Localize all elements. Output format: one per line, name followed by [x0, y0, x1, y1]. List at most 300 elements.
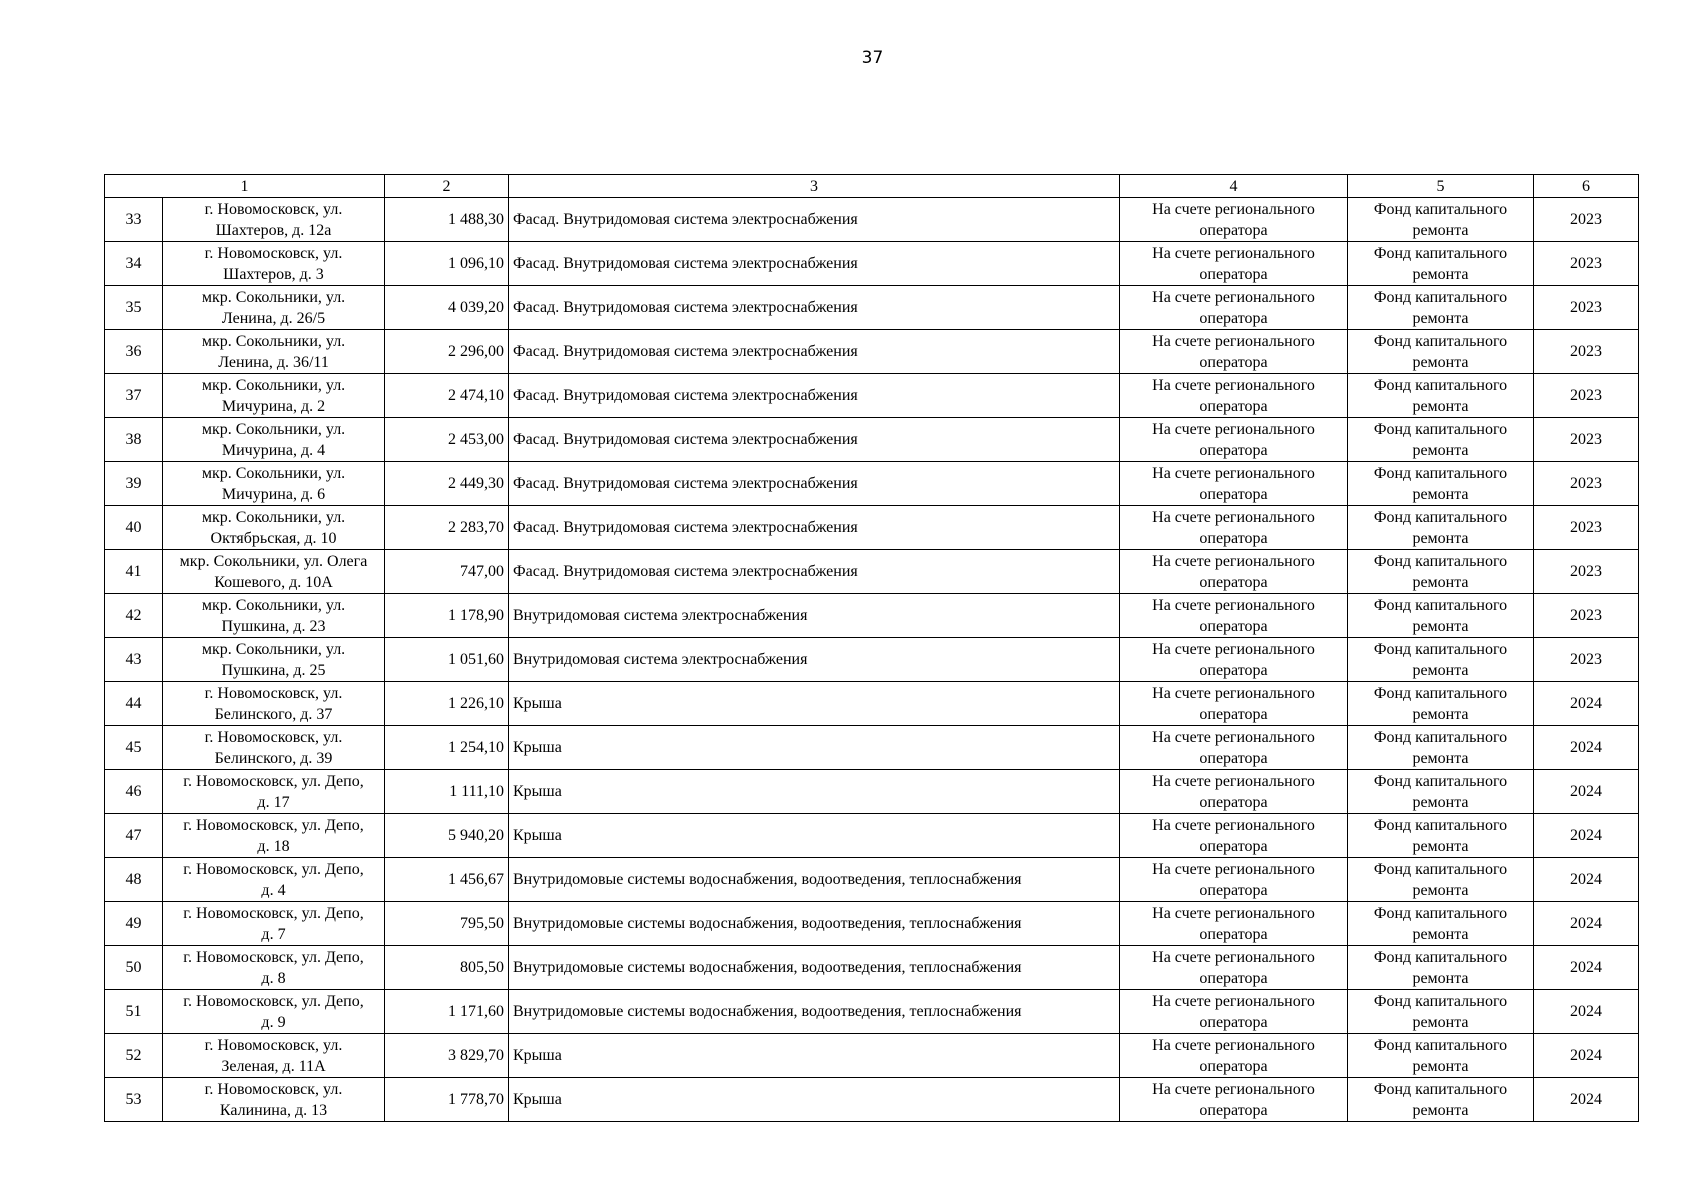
funding-source-line-2: ремонта: [1412, 749, 1469, 767]
row-number-cell: 35: [105, 286, 163, 330]
funding-source-line-1: Фонд капитального: [1373, 772, 1508, 790]
row-number-cell: 46: [105, 770, 163, 814]
year-cell: 2023: [1534, 286, 1639, 330]
column-number-6: 6: [1534, 175, 1639, 198]
funding-source-cell: [1348, 858, 1534, 902]
work-type-cell: Внутридомовые системы водоснабжения, водоотведения, теплоснабжения: [509, 946, 1120, 990]
account-method-line-1: На счете регионального: [1152, 244, 1315, 262]
account-method-line-1: На счете регионального: [1152, 508, 1315, 526]
account-method-line-2: оператора: [1199, 265, 1268, 283]
area-cell: 1 456,67: [385, 858, 509, 902]
funding-source-line-2: ремонта: [1412, 529, 1469, 547]
funding-source-line-2: ремонта: [1412, 793, 1469, 811]
account-method-cell: [1120, 462, 1348, 506]
year-cell: 2023: [1534, 550, 1639, 594]
row-number-cell: 37: [105, 374, 163, 418]
row-number-cell: 48: [105, 858, 163, 902]
account-method-line-2: оператора: [1199, 397, 1268, 415]
address-cell: [163, 462, 385, 506]
address-line-2: Мичурина, д. 4: [221, 441, 326, 459]
column-number-row: [105, 175, 1639, 198]
row-number-cell: 51: [105, 990, 163, 1034]
table-row: [105, 1034, 1639, 1078]
address-line-2: д. 17: [257, 793, 290, 811]
year-cell: 2024: [1534, 902, 1639, 946]
account-method-line-1: На счете регионального: [1152, 904, 1315, 922]
column-number-4: 4: [1120, 175, 1348, 198]
table-row: [105, 638, 1639, 682]
address-line-1: г. Новомосковск, ул. Депо,: [183, 904, 364, 922]
address-line-2: Пушкина, д. 25: [221, 661, 326, 679]
area-cell: 1 171,60: [385, 990, 509, 1034]
address-line-2: д. 8: [261, 969, 286, 987]
address-line-2: Шахтеров, д. 3: [223, 265, 324, 283]
work-type-cell: Фасад. Внутридомовая система электроснабжения: [509, 286, 1120, 330]
account-method-cell: [1120, 1078, 1348, 1122]
account-method-cell: [1120, 726, 1348, 770]
row-number-cell: 40: [105, 506, 163, 550]
work-type-cell: Фасад. Внутридомовая система электроснабжения: [509, 506, 1120, 550]
year-cell: 2023: [1534, 418, 1639, 462]
funding-source-cell: [1348, 550, 1534, 594]
table-row: [105, 858, 1639, 902]
account-method-line-2: оператора: [1199, 925, 1268, 943]
area-cell: 1 051,60: [385, 638, 509, 682]
account-method-line-2: оператора: [1199, 1013, 1268, 1031]
funding-source-cell: [1348, 682, 1534, 726]
funding-source-line-2: ремонта: [1412, 353, 1469, 371]
year-cell: 2024: [1534, 1034, 1639, 1078]
row-number-cell: 34: [105, 242, 163, 286]
account-method-line-2: оператора: [1199, 617, 1268, 635]
account-method-line-2: оператора: [1199, 573, 1268, 591]
funding-source-line-1: Фонд капитального: [1373, 244, 1508, 262]
area-cell: 1 778,70: [385, 1078, 509, 1122]
funding-source-line-1: Фонд капитального: [1373, 992, 1508, 1010]
address-line-1: мкр. Сокольники, ул.: [201, 640, 346, 658]
address-cell: [163, 990, 385, 1034]
account-method-line-1: На счете регионального: [1152, 684, 1315, 702]
table-row: [105, 814, 1639, 858]
funding-source-line-1: Фонд капитального: [1373, 332, 1508, 350]
account-method-cell: [1120, 374, 1348, 418]
row-number-cell: 36: [105, 330, 163, 374]
row-number-cell: 39: [105, 462, 163, 506]
work-type-cell: Фасад. Внутридомовая система электроснабжения: [509, 330, 1120, 374]
funding-source-line-2: ремонта: [1412, 1013, 1469, 1031]
year-cell: 2023: [1534, 594, 1639, 638]
account-method-line-1: На счете регионального: [1152, 200, 1315, 218]
address-cell: [163, 638, 385, 682]
year-cell: 2023: [1534, 374, 1639, 418]
area-cell: 795,50: [385, 902, 509, 946]
area-cell: 4 039,20: [385, 286, 509, 330]
work-type-cell: Крыша: [509, 814, 1120, 858]
address-line-2: д. 18: [257, 837, 290, 855]
funding-source-line-1: Фонд капитального: [1373, 596, 1508, 614]
row-number-cell: 38: [105, 418, 163, 462]
funding-source-cell: [1348, 594, 1534, 638]
year-cell: 2023: [1534, 462, 1639, 506]
table-row: [105, 286, 1639, 330]
account-method-line-2: оператора: [1199, 661, 1268, 679]
funding-source-line-2: ремонта: [1412, 441, 1469, 459]
year-cell: 2024: [1534, 858, 1639, 902]
funding-source-line-2: ремонта: [1412, 925, 1469, 943]
account-method-line-1: На счете регионального: [1152, 332, 1315, 350]
work-type-cell: Внутридомовая система электроснабжения: [509, 594, 1120, 638]
address-cell: [163, 1078, 385, 1122]
address-line-2: Кошевого, д. 10А: [214, 573, 333, 591]
area-cell: 747,00: [385, 550, 509, 594]
funding-source-line-2: ремонта: [1412, 661, 1469, 679]
year-cell: 2024: [1534, 946, 1639, 990]
table-row: [105, 682, 1639, 726]
row-number-cell: 49: [105, 902, 163, 946]
work-type-cell: Фасад. Внутридомовая система электроснабжения: [509, 418, 1120, 462]
address-line-2: Шахтеров, д. 12а: [215, 221, 332, 239]
funding-source-line-1: Фонд капитального: [1373, 376, 1508, 394]
account-method-line-2: оператора: [1199, 881, 1268, 899]
table-row: [105, 946, 1639, 990]
address-cell: [163, 1034, 385, 1078]
account-method-line-1: На счете регионального: [1152, 816, 1315, 834]
table-row: [105, 462, 1639, 506]
work-type-cell: Крыша: [509, 682, 1120, 726]
column-number-5: 5: [1348, 175, 1534, 198]
work-type-cell: Внутридомовые системы водоснабжения, водоотведения, теплоснабжения: [509, 990, 1120, 1034]
work-type-cell: Крыша: [509, 1078, 1120, 1122]
row-number-cell: 33: [105, 198, 163, 242]
table-row: [105, 770, 1639, 814]
row-number-cell: 44: [105, 682, 163, 726]
area-cell: 2 474,10: [385, 374, 509, 418]
area-cell: 5 940,20: [385, 814, 509, 858]
account-method-cell: [1120, 990, 1348, 1034]
row-number-cell: 41: [105, 550, 163, 594]
funding-source-cell: [1348, 462, 1534, 506]
account-method-line-2: оператора: [1199, 485, 1268, 503]
account-method-line-2: оператора: [1199, 793, 1268, 811]
address-line-1: г. Новомосковск, ул.: [204, 1080, 343, 1098]
address-cell: [163, 418, 385, 462]
funding-source-line-1: Фонд капитального: [1373, 728, 1508, 746]
account-method-line-2: оператора: [1199, 749, 1268, 767]
funding-source-cell: [1348, 946, 1534, 990]
funding-source-cell: [1348, 814, 1534, 858]
account-method-line-1: На счете регионального: [1152, 552, 1315, 570]
funding-source-cell: [1348, 902, 1534, 946]
funding-source-line-1: Фонд капитального: [1373, 860, 1508, 878]
account-method-line-1: На счете регионального: [1152, 860, 1315, 878]
address-cell: [163, 682, 385, 726]
address-line-2: Ленина, д. 36/11: [218, 353, 329, 371]
address-cell: [163, 242, 385, 286]
capital-repair-table: [104, 174, 1639, 1122]
area-cell: 3 829,70: [385, 1034, 509, 1078]
table-row: [105, 902, 1639, 946]
area-cell: 1 111,10: [385, 770, 509, 814]
address-line-1: г. Новомосковск, ул. Депо,: [183, 860, 364, 878]
year-cell: 2023: [1534, 198, 1639, 242]
row-number-cell: 53: [105, 1078, 163, 1122]
funding-source-cell: [1348, 242, 1534, 286]
address-line-1: г. Новомосковск, ул.: [204, 684, 343, 702]
year-cell: 2023: [1534, 506, 1639, 550]
area-cell: 2 453,00: [385, 418, 509, 462]
row-number-cell: 47: [105, 814, 163, 858]
funding-source-cell: [1348, 330, 1534, 374]
address-line-2: Зеленая, д. 11А: [221, 1057, 326, 1075]
account-method-line-2: оператора: [1199, 529, 1268, 547]
account-method-line-1: На счете регионального: [1152, 772, 1315, 790]
account-method-cell: [1120, 330, 1348, 374]
address-line-2: Ленина, д. 26/5: [221, 309, 326, 327]
funding-source-line-1: Фонд капитального: [1373, 640, 1508, 658]
account-method-line-2: оператора: [1199, 221, 1268, 239]
table-row: [105, 330, 1639, 374]
account-method-cell: [1120, 506, 1348, 550]
funding-source-line-1: Фонд капитального: [1373, 464, 1508, 482]
account-method-line-2: оператора: [1199, 441, 1268, 459]
funding-source-line-1: Фонд капитального: [1373, 508, 1508, 526]
account-method-line-1: На счете регионального: [1152, 640, 1315, 658]
account-method-line-1: На счете регионального: [1152, 1036, 1315, 1054]
address-cell: [163, 858, 385, 902]
work-type-cell: Фасад. Внутридомовая система электроснабжения: [509, 198, 1120, 242]
area-cell: 2 283,70: [385, 506, 509, 550]
address-line-2: Пушкина, д. 23: [221, 617, 326, 635]
address-line-2: Октябрьская, д. 10: [210, 529, 337, 547]
funding-source-line-2: ремонта: [1412, 705, 1469, 723]
address-line-1: мкр. Сокольники, ул. Олега: [179, 552, 368, 570]
table-row: [105, 990, 1639, 1034]
account-method-line-1: На счете регионального: [1152, 948, 1315, 966]
work-type-cell: Крыша: [509, 1034, 1120, 1078]
funding-source-line-2: ремонта: [1412, 485, 1469, 503]
address-line-2: д. 7: [261, 925, 286, 943]
address-cell: [163, 198, 385, 242]
funding-source-line-1: Фонд капитального: [1373, 420, 1508, 438]
account-method-line-1: На счете регионального: [1152, 728, 1315, 746]
funding-source-line-2: ремонта: [1412, 1057, 1469, 1075]
table-row: [105, 550, 1639, 594]
funding-source-line-2: ремонта: [1412, 881, 1469, 899]
funding-source-cell: [1348, 1034, 1534, 1078]
year-cell: 2024: [1534, 814, 1639, 858]
address-cell: [163, 946, 385, 990]
account-method-cell: [1120, 814, 1348, 858]
funding-source-cell: [1348, 418, 1534, 462]
area-cell: 1 488,30: [385, 198, 509, 242]
row-number-cell: 52: [105, 1034, 163, 1078]
area-cell: 1 226,10: [385, 682, 509, 726]
funding-source-line-1: Фонд капитального: [1373, 948, 1508, 966]
address-line-1: мкр. Сокольники, ул.: [201, 420, 346, 438]
address-cell: [163, 286, 385, 330]
address-line-1: г. Новомосковск, ул. Депо,: [183, 816, 364, 834]
area-cell: 805,50: [385, 946, 509, 990]
table-row: [105, 374, 1639, 418]
funding-source-line-1: Фонд капитального: [1373, 684, 1508, 702]
funding-source-line-2: ремонта: [1412, 309, 1469, 327]
address-cell: [163, 814, 385, 858]
address-cell: [163, 770, 385, 814]
funding-source-line-2: ремонта: [1412, 617, 1469, 635]
account-method-cell: [1120, 550, 1348, 594]
address-line-1: г. Новомосковск, ул.: [204, 244, 343, 262]
work-type-cell: Фасад. Внутридомовая система электроснабжения: [509, 374, 1120, 418]
account-method-line-1: На счете регионального: [1152, 288, 1315, 306]
funding-source-cell: [1348, 374, 1534, 418]
funding-source-cell: [1348, 990, 1534, 1034]
work-type-cell: Фасад. Внутридомовая система электроснабжения: [509, 242, 1120, 286]
area-cell: 2 296,00: [385, 330, 509, 374]
address-line-1: мкр. Сокольники, ул.: [201, 332, 346, 350]
account-method-line-1: На счете регионального: [1152, 596, 1315, 614]
column-number-2: 2: [385, 175, 509, 198]
row-number-cell: 50: [105, 946, 163, 990]
year-cell: 2024: [1534, 770, 1639, 814]
address-line-1: г. Новомосковск, ул.: [204, 200, 343, 218]
work-type-cell: Крыша: [509, 726, 1120, 770]
funding-source-cell: [1348, 1078, 1534, 1122]
account-method-cell: [1120, 242, 1348, 286]
funding-source-line-1: Фонд капитального: [1373, 1036, 1508, 1054]
address-cell: [163, 330, 385, 374]
address-line-1: мкр. Сокольники, ул.: [201, 596, 346, 614]
column-number-3: 3: [509, 175, 1120, 198]
year-cell: 2024: [1534, 1078, 1639, 1122]
year-cell: 2024: [1534, 682, 1639, 726]
account-method-cell: [1120, 682, 1348, 726]
table-row: [105, 418, 1639, 462]
work-type-cell: Крыша: [509, 770, 1120, 814]
address-cell: [163, 726, 385, 770]
funding-source-line-2: ремонта: [1412, 397, 1469, 415]
funding-source-line-2: ремонта: [1412, 265, 1469, 283]
account-method-line-2: оператора: [1199, 309, 1268, 327]
account-method-cell: [1120, 770, 1348, 814]
address-line-1: г. Новомосковск, ул.: [204, 728, 343, 746]
address-cell: [163, 506, 385, 550]
table-body: [105, 175, 1639, 1122]
address-cell: [163, 374, 385, 418]
address-cell: [163, 550, 385, 594]
account-method-cell: [1120, 198, 1348, 242]
account-method-line-1: На счете регионального: [1152, 376, 1315, 394]
table-row: [105, 198, 1639, 242]
funding-source-line-2: ремонта: [1412, 969, 1469, 987]
address-cell: [163, 902, 385, 946]
account-method-cell: [1120, 858, 1348, 902]
work-type-cell: Внутридомовые системы водоснабжения, водоотведения, теплоснабжения: [509, 902, 1120, 946]
year-cell: 2023: [1534, 242, 1639, 286]
account-method-cell: [1120, 638, 1348, 682]
account-method-line-1: На счете регионального: [1152, 420, 1315, 438]
row-number-cell: 42: [105, 594, 163, 638]
account-method-cell: [1120, 594, 1348, 638]
area-cell: 2 449,30: [385, 462, 509, 506]
funding-source-line-1: Фонд капитального: [1373, 816, 1508, 834]
address-line-2: Мичурина, д. 2: [221, 397, 326, 415]
address-line-1: г. Новомосковск, ул. Депо,: [183, 772, 364, 790]
address-line-2: Мичурина, д. 6: [221, 485, 326, 503]
address-cell: [163, 594, 385, 638]
account-method-line-2: оператора: [1199, 705, 1268, 723]
year-cell: 2023: [1534, 638, 1639, 682]
table-row: [105, 506, 1639, 550]
funding-source-line-1: Фонд капитального: [1373, 200, 1508, 218]
account-method-cell: [1120, 286, 1348, 330]
funding-source-cell: [1348, 638, 1534, 682]
work-type-cell: Фасад. Внутридомовая система электроснабжения: [509, 462, 1120, 506]
table-row: [105, 242, 1639, 286]
account-method-cell: [1120, 418, 1348, 462]
address-line-1: г. Новомосковск, ул.: [204, 1036, 343, 1054]
funding-source-line-2: ремонта: [1412, 573, 1469, 591]
row-number-cell: 43: [105, 638, 163, 682]
funding-source-cell: [1348, 198, 1534, 242]
funding-source-line-1: Фонд капитального: [1373, 552, 1508, 570]
address-line-1: мкр. Сокольники, ул.: [201, 288, 346, 306]
work-type-cell: Внутридомовая система электроснабжения: [509, 638, 1120, 682]
table-row: [105, 726, 1639, 770]
funding-source-cell: [1348, 286, 1534, 330]
account-method-line-1: На счете регионального: [1152, 1080, 1315, 1098]
account-method-line-2: оператора: [1199, 1057, 1268, 1075]
account-method-line-2: оператора: [1199, 353, 1268, 371]
address-line-1: мкр. Сокольники, ул.: [201, 464, 346, 482]
area-cell: 1 178,90: [385, 594, 509, 638]
work-type-cell: Фасад. Внутридомовая система электроснабжения: [509, 550, 1120, 594]
year-cell: 2024: [1534, 726, 1639, 770]
address-line-1: мкр. Сокольники, ул.: [201, 376, 346, 394]
address-line-1: мкр. Сокольники, ул.: [201, 508, 346, 526]
address-line-1: г. Новомосковск, ул. Депо,: [183, 948, 364, 966]
address-line-2: Белинского, д. 39: [214, 749, 333, 767]
account-method-line-1: На счете регионального: [1152, 464, 1315, 482]
page-number: 37: [861, 48, 884, 68]
column-number-1: 1: [105, 175, 385, 198]
funding-source-line-2: ремонта: [1412, 221, 1469, 239]
account-method-line-2: оператора: [1199, 969, 1268, 987]
year-cell: 2024: [1534, 990, 1639, 1034]
account-method-cell: [1120, 946, 1348, 990]
area-cell: 1 254,10: [385, 726, 509, 770]
address-line-2: Белинского, д. 37: [214, 705, 333, 723]
funding-source-line-2: ремонта: [1412, 837, 1469, 855]
account-method-line-2: оператора: [1199, 837, 1268, 855]
address-line-2: Калинина, д. 13: [219, 1101, 328, 1119]
funding-source-line-1: Фонд капитального: [1373, 288, 1508, 306]
funding-source-cell: [1348, 726, 1534, 770]
row-number-cell: 45: [105, 726, 163, 770]
address-line-1: г. Новомосковск, ул. Депо,: [183, 992, 364, 1010]
funding-source-line-1: Фонд капитального: [1373, 904, 1508, 922]
account-method-cell: [1120, 1034, 1348, 1078]
account-method-cell: [1120, 902, 1348, 946]
work-type-cell: Внутридомовые системы водоснабжения, водоотведения, теплоснабжения: [509, 858, 1120, 902]
account-method-line-2: оператора: [1199, 1101, 1268, 1119]
address-line-2: д. 4: [261, 881, 286, 899]
funding-source-line-2: ремонта: [1412, 1101, 1469, 1119]
area-cell: 1 096,10: [385, 242, 509, 286]
year-cell: 2023: [1534, 330, 1639, 374]
table-row: [105, 1078, 1639, 1122]
account-method-line-1: На счете регионального: [1152, 992, 1315, 1010]
funding-source-cell: [1348, 506, 1534, 550]
